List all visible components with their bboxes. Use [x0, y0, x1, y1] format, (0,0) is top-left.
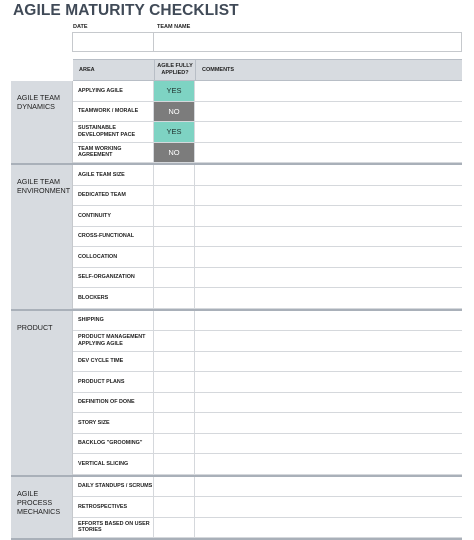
- column-header-area: AREA: [73, 60, 154, 80]
- agile-applied-cell[interactable]: [154, 227, 195, 247]
- comment-cell[interactable]: [195, 165, 462, 185]
- comment-cell[interactable]: [195, 227, 462, 247]
- agile-applied-cell[interactable]: [154, 372, 195, 392]
- table-row: [73, 497, 462, 518]
- table-row: [73, 143, 462, 164]
- agile-applied-cell[interactable]: [154, 434, 195, 454]
- table-row: [73, 477, 462, 498]
- team-name-field[interactable]: [153, 32, 462, 52]
- area-cell: EFFORTS BASED ON USER STORIES: [73, 518, 154, 538]
- table-row: [73, 331, 462, 352]
- comment-cell[interactable]: [195, 477, 462, 497]
- area-cell: DEFINITION OF DONE: [73, 393, 154, 413]
- agile-applied-cell[interactable]: [154, 331, 195, 351]
- table-header: [73, 59, 462, 81]
- section: [11, 165, 462, 311]
- column-header-comments: COMMENTS: [195, 60, 462, 80]
- category-label: PRODUCT: [11, 311, 73, 475]
- table-row: [73, 434, 462, 455]
- comment-cell[interactable]: [195, 122, 462, 142]
- table-row: [73, 268, 462, 289]
- table-row: [73, 393, 462, 414]
- comment-cell[interactable]: [195, 206, 462, 226]
- comment-cell[interactable]: [195, 186, 462, 206]
- team-name-label: TEAM NAME: [157, 24, 190, 30]
- agile-applied-cell[interactable]: [154, 311, 195, 331]
- comment-cell[interactable]: [195, 102, 462, 122]
- comment-cell[interactable]: [195, 311, 462, 331]
- comment-cell[interactable]: [195, 268, 462, 288]
- table-row: [73, 165, 462, 186]
- table-row: [73, 81, 462, 102]
- table-row: [73, 247, 462, 268]
- agile-applied-cell[interactable]: [154, 206, 195, 226]
- agile-applied-cell[interactable]: [154, 393, 195, 413]
- table-row: [73, 454, 462, 475]
- agile-applied-cell[interactable]: [154, 518, 195, 538]
- area-cell: BACKLOG "GROOMING": [73, 434, 154, 454]
- area-cell: VERTICAL SLICING: [73, 454, 154, 474]
- agile-applied-cell[interactable]: [154, 288, 195, 308]
- date-label: DATE: [73, 24, 88, 30]
- comment-cell[interactable]: [195, 497, 462, 517]
- comment-cell[interactable]: [195, 81, 462, 101]
- comment-cell[interactable]: [195, 454, 462, 474]
- agile-applied-cell[interactable]: YES: [154, 122, 195, 142]
- table-row: [73, 288, 462, 309]
- agile-applied-cell[interactable]: [154, 454, 195, 474]
- category-label: AGILE TEAM ENVIRONMENT: [11, 165, 73, 309]
- area-cell: TEAMWORK / MORALE: [73, 102, 154, 122]
- section: [11, 81, 462, 165]
- area-cell: SHIPPING: [73, 311, 154, 331]
- section: [11, 477, 462, 540]
- table-row: [73, 206, 462, 227]
- agile-applied-cell[interactable]: YES: [154, 81, 195, 101]
- agile-applied-cell[interactable]: [154, 497, 195, 517]
- checklist-table: [11, 81, 462, 540]
- category-label: AGILE TEAM DYNAMICS: [11, 81, 73, 163]
- agile-applied-cell[interactable]: [154, 352, 195, 372]
- date-field[interactable]: [72, 32, 154, 52]
- agile-applied-cell[interactable]: [154, 268, 195, 288]
- area-cell: DEDICATED TEAM: [73, 186, 154, 206]
- comment-cell[interactable]: [195, 518, 462, 538]
- section-rows: [73, 311, 462, 475]
- area-cell: COLLOCATION: [73, 247, 154, 267]
- agile-applied-cell[interactable]: [154, 186, 195, 206]
- area-cell: CROSS-FUNCTIONAL: [73, 227, 154, 247]
- area-cell: PRODUCT PLANS: [73, 372, 154, 392]
- area-cell: TEAM WORKING AGREEMENT: [73, 143, 154, 163]
- comment-cell[interactable]: [195, 393, 462, 413]
- area-cell: AGILE TEAM SIZE: [73, 165, 154, 185]
- agile-applied-cell[interactable]: [154, 413, 195, 433]
- comment-cell[interactable]: [195, 352, 462, 372]
- agile-applied-cell[interactable]: [154, 477, 195, 497]
- area-cell: DEV CYCLE TIME: [73, 352, 154, 372]
- category-label: AGILE PROCESS MECHANICS: [11, 477, 73, 539]
- table-row: [73, 518, 462, 539]
- area-cell: CONTINUITY: [73, 206, 154, 226]
- comment-cell[interactable]: [195, 247, 462, 267]
- comment-cell[interactable]: [195, 143, 462, 163]
- table-row: [73, 122, 462, 143]
- area-cell: RETROSPECTIVES: [73, 497, 154, 517]
- comment-cell[interactable]: [195, 331, 462, 351]
- table-row: [73, 227, 462, 248]
- table-row: [73, 372, 462, 393]
- section-rows: [73, 165, 462, 309]
- comment-cell[interactable]: [195, 434, 462, 454]
- table-row: [73, 352, 462, 373]
- page-title: AGILE MATURITY CHECKLIST: [13, 2, 239, 20]
- section: [11, 311, 462, 477]
- table-row: [73, 186, 462, 207]
- area-cell: DAILY STANDUPS / SCRUMS: [73, 477, 154, 497]
- column-header-agile-fully-applied: AGILE FULLY APPLIED?: [154, 60, 195, 80]
- agile-applied-cell[interactable]: [154, 247, 195, 267]
- table-row: [73, 102, 462, 123]
- area-cell: BLOCKERS: [73, 288, 154, 308]
- comment-cell[interactable]: [195, 413, 462, 433]
- agile-applied-cell[interactable]: NO: [154, 143, 195, 163]
- section-rows: [73, 81, 462, 163]
- area-cell: SUSTAINABLE DEVELOPMENT PACE: [73, 122, 154, 142]
- comment-cell[interactable]: [195, 372, 462, 392]
- area-cell: PRODUCT MANAGEMENT APPLYING AGILE: [73, 331, 154, 351]
- table-row: [73, 311, 462, 332]
- area-cell: STORY SIZE: [73, 413, 154, 433]
- section-rows: [73, 477, 462, 539]
- agile-applied-cell[interactable]: NO: [154, 102, 195, 122]
- comment-cell[interactable]: [195, 288, 462, 308]
- agile-applied-cell[interactable]: [154, 165, 195, 185]
- area-cell: APPLYING AGILE: [73, 81, 154, 101]
- table-row: [73, 413, 462, 434]
- area-cell: SELF-ORGANIZATION: [73, 268, 154, 288]
